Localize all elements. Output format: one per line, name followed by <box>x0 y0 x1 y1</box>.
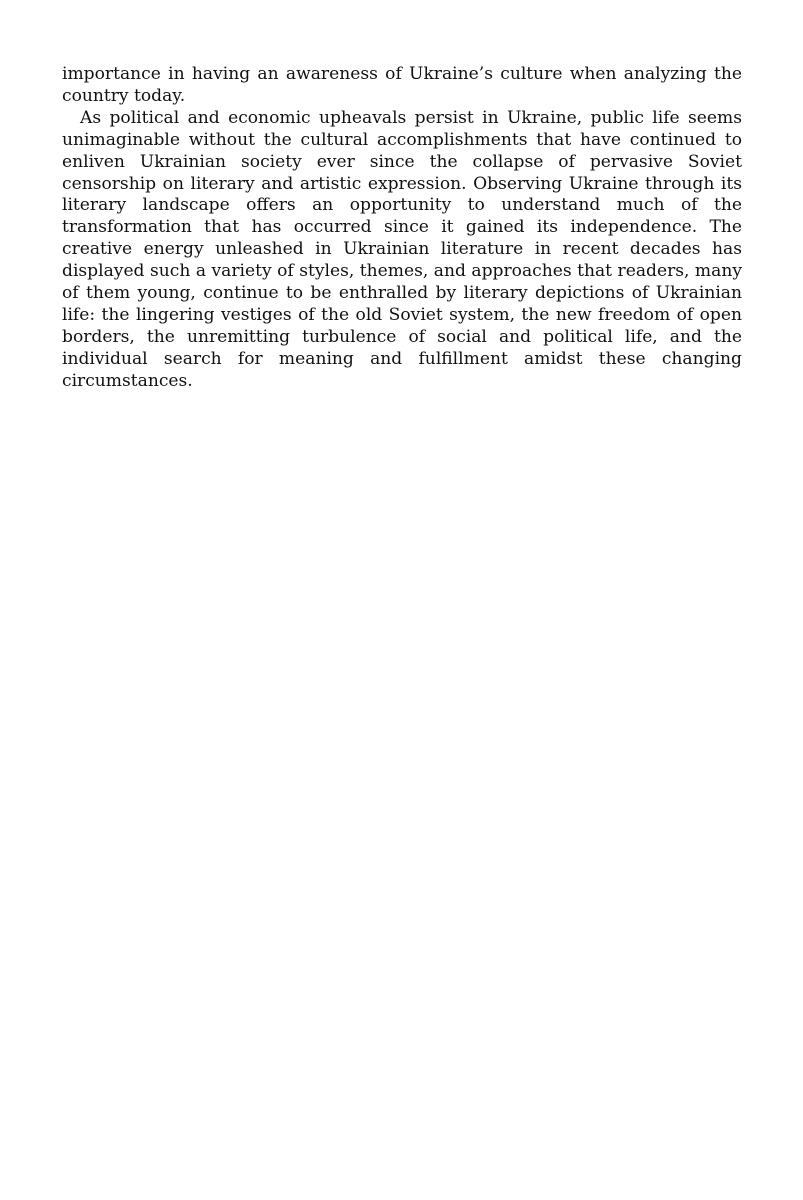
paragraph-body: As political and economic upheavals persist in Ukraine, public life seems unimaginable without the cultural accomplishments that have continued to enliven Ukrainian society ever since the collapse of pervasive Soviet censorship on literary and artistic expression. Observing Ukraine through its literary landscape offers an opportunity to understand much of the transformation that has occurred since it gained its independence. The creative energy unleashed in Ukrainian literature in recent decades has displayed such a variety of styles, themes, and approaches that readers, many of them young, continue to be enthralled by literary depictions of Ukrainian life: the lingering vestiges of the old Soviet system, the new freedom of open borders, the unremitting turbulence of social and political life, and the individual search for meaning and fulfillment amidst these changing circumstances. <box>62 107 742 391</box>
document-page <box>62 64 742 393</box>
paragraph-continuation: importance in having an awareness of Ukraine’s culture when analyzing the country today. <box>62 64 742 106</box>
